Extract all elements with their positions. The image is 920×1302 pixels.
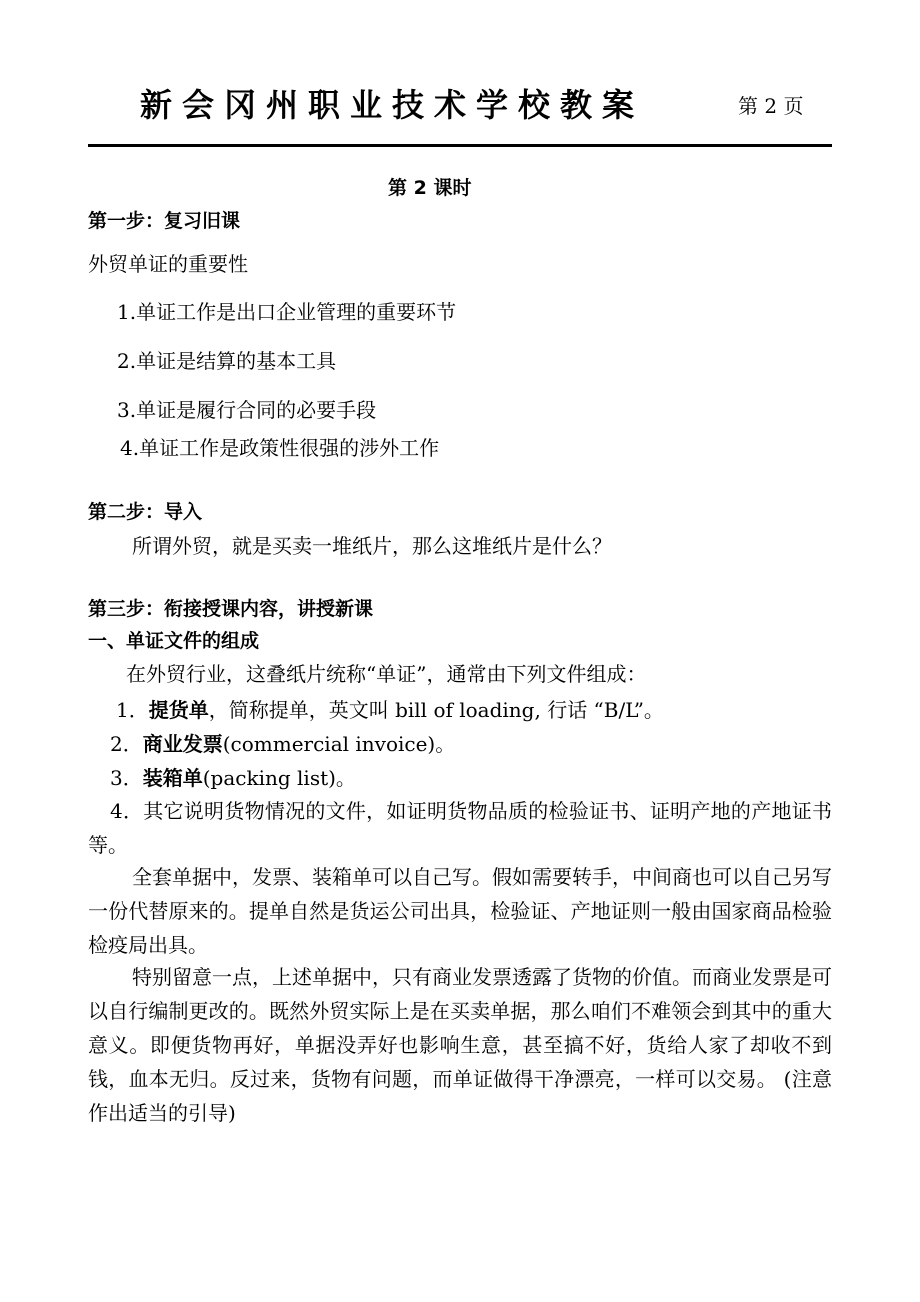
item-term: 装箱单 [142,766,203,790]
section-intro: 在外贸行业，这叠纸片统称“单证”，通常由下列文件组成： [126,662,647,686]
document-item [110,728,455,757]
step1-heading: 第一步：复习旧课 [88,210,241,232]
section-heading: 一、单证文件的组成 [88,630,260,652]
lesson-number: 第 2 课时 [388,177,472,199]
item-number: 1． [116,698,149,722]
review-item: 1.单证工作是出口企业管理的重要环节 [117,300,457,324]
item-number: 3． [110,766,143,790]
document-item [116,694,664,723]
review-item: 2.单证是结算的基本工具 [117,349,337,373]
step3-heading: 第三步：衔接授课内容，讲授新课 [88,598,374,620]
page-number: 第 2 页 [738,94,804,118]
header-rule [88,144,832,147]
item-description: (commercial invoice)。 [222,732,456,756]
review-item: 4.单证工作是政策性很强的涉外工作 [120,436,440,460]
item-term: 商业发票 [142,732,223,756]
step1-intro: 外贸单证的重要性 [88,252,248,276]
body-paragraph: 全套单据中，发票、装箱单可以自己写。假如需要转手，中间商也可以自己另写一份代替原来的。提单自然是货运公司出具，检验证、产地证则一般由国家商品检验检疫局出具。 [88,865,832,957]
item-description: ，简称提单，英文叫 bill of loading, 行话 “B/L”。 [208,698,664,722]
item-description: (packing list)。 [202,766,356,790]
document-item [110,762,356,791]
item-number: 2． [110,732,143,756]
document-item: 4．其它说明货物情况的文件，如证明货物品质的检验证书、证明产地的产地证书等。 [88,799,832,857]
step2-text: 所谓外贸，就是买卖一堆纸片，那么这堆纸片是什么？ [132,534,612,558]
item-term: 提货单 [148,698,209,722]
review-item: 3.单证是履行合同的必要手段 [117,398,377,422]
document-title: 新会冈州职业技术学校教案 [140,86,645,124]
step2-heading: 第二步：导入 [88,501,203,523]
body-paragraph: 特别留意一点，上述单据中，只有商业发票透露了货物的价值。而商业发票是可以自行编制更改的。既然外贸实际上是在买卖单据，那么咱们不难领会到其中的重大意义。即便货物再好，单据没弄好也影响生意，甚至搞不好，货给人家了却收不到钱，血本无归。反过来，货物有问题，而单证做得干净漂亮，一样可以交易。 (注意作出适当的引导) [88,965,832,1125]
